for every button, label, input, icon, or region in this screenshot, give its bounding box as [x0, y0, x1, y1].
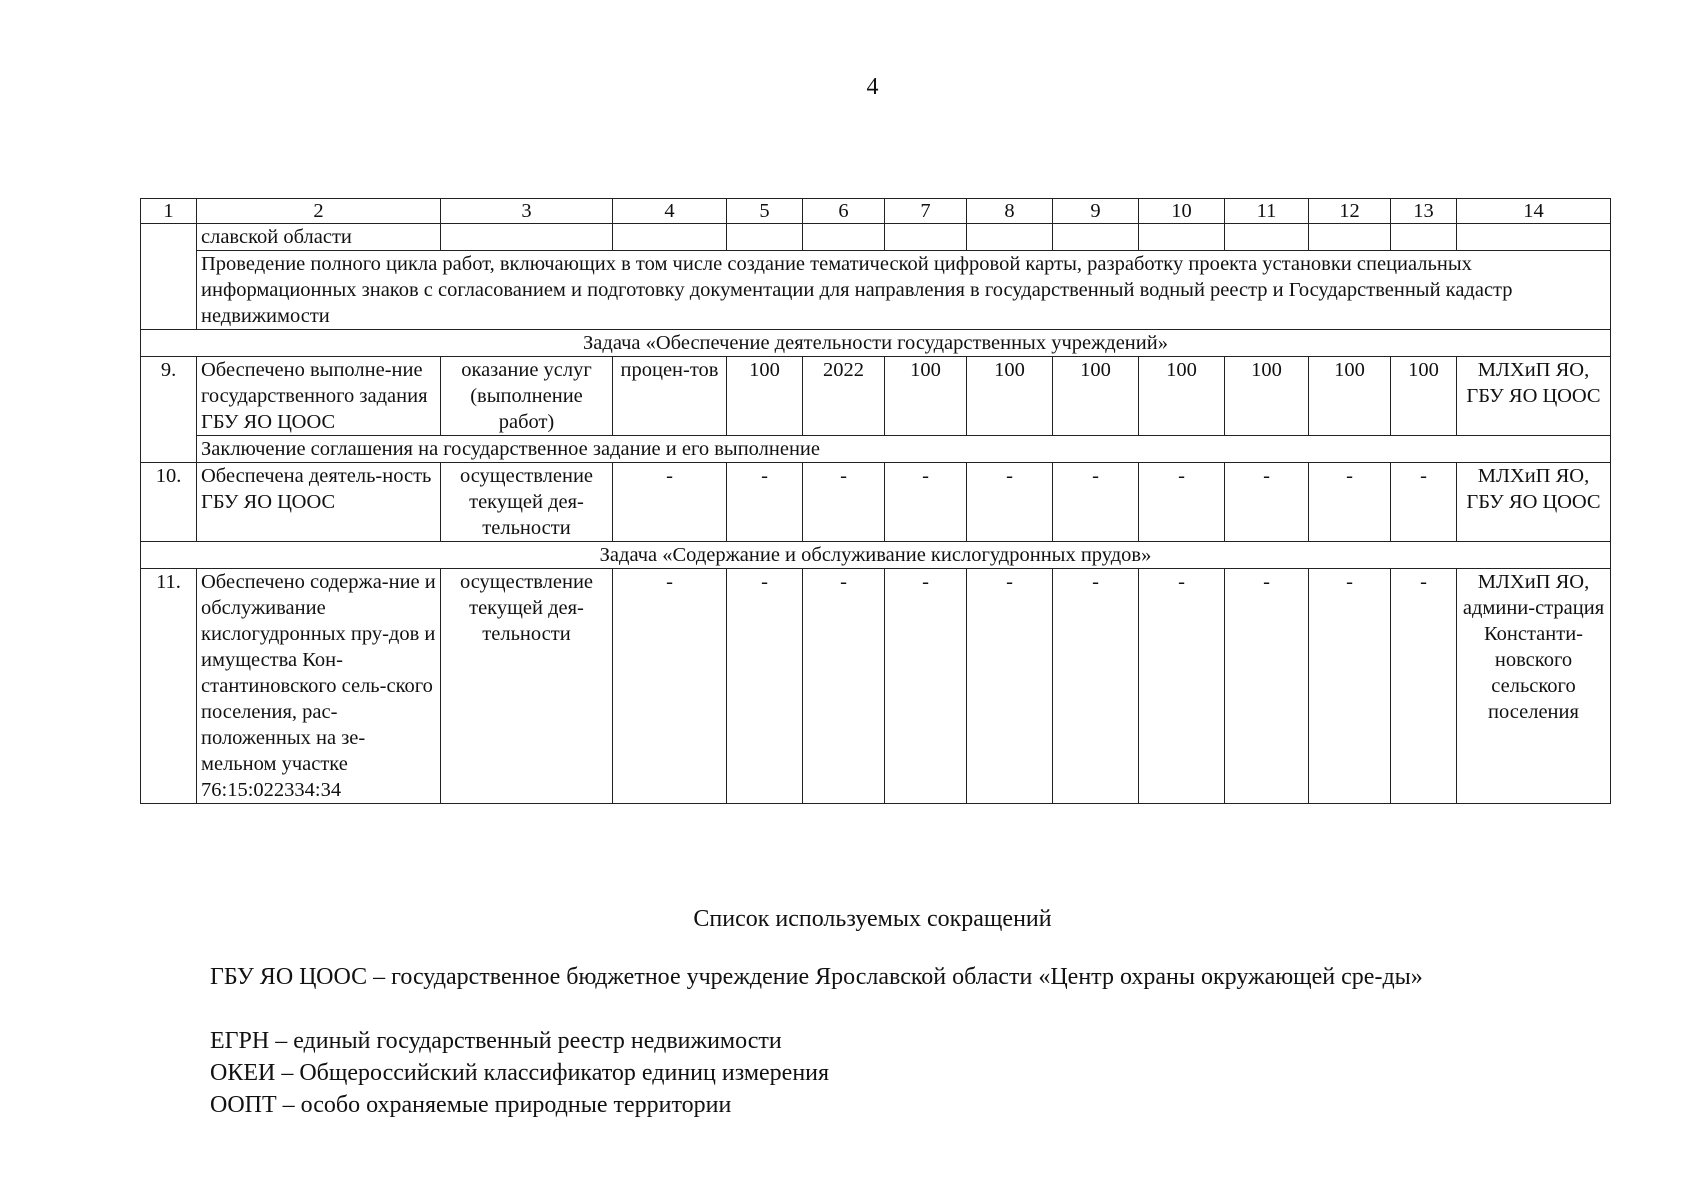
row-executor: МЛХиП ЯО, ГБУ ЯО ЦООС — [1457, 357, 1611, 436]
row-unit: процен-тов — [613, 357, 727, 436]
header-cell: 13 — [1391, 199, 1457, 224]
row-value: - — [803, 569, 885, 804]
abbreviation-item — [140, 962, 1610, 992]
header-cell: 9 — [1053, 199, 1139, 224]
abbreviation-text: ЕГРН – единый государственный реестр недвижимости — [210, 1028, 782, 1054]
row-value: - — [967, 463, 1053, 542]
row-number: 11. — [141, 569, 197, 804]
row-value: 100 — [1053, 357, 1139, 436]
row-value: - — [885, 569, 967, 804]
table-row — [141, 357, 1611, 436]
row-value: - — [1225, 569, 1309, 804]
table-row — [141, 251, 1611, 330]
table-row — [141, 436, 1611, 463]
table-row — [141, 463, 1611, 542]
header-cell: 2 — [197, 199, 441, 224]
row-value: - — [727, 569, 803, 804]
row-executor: МЛХиП ЯО, админи-страция Константи-новского сельского поселения — [1457, 569, 1611, 804]
header-cell: 6 — [803, 199, 885, 224]
header-cell: 8 — [967, 199, 1053, 224]
row-value: - — [613, 569, 727, 804]
abbreviation-text: ОКЕИ – Общероссийский классификатор единиц измерения — [210, 1060, 830, 1086]
row-name-cell: славской области — [197, 224, 441, 251]
row-number-cell — [141, 224, 197, 330]
row-value: - — [1139, 463, 1225, 542]
row-value: - — [613, 463, 727, 542]
row-value: 2022 — [803, 357, 885, 436]
row-name: Обеспечено содержа-ние и обслуживание кислогудронных пру-дов и имущества Кон-стантиновского сель-ского поселения, рас-положенных на зе-мельном участке 76:15:022334:34 — [197, 569, 441, 804]
abbreviation-item — [140, 1058, 1610, 1088]
row-value: - — [1139, 569, 1225, 804]
row-value: 100 — [967, 357, 1053, 436]
page-number: 4 — [866, 74, 879, 100]
row-executor: МЛХиП ЯО, ГБУ ЯО ЦООС — [1457, 463, 1611, 542]
row-number: 10. — [141, 463, 197, 542]
row-value: - — [1391, 463, 1457, 542]
row-type: осуществление текущей дея-тельности — [441, 463, 613, 542]
row-value: - — [1391, 569, 1457, 804]
abbreviations-title: Список используемых сокращений — [693, 906, 1052, 932]
header-cell: 5 — [727, 199, 803, 224]
row-value: - — [1053, 569, 1139, 804]
table-row — [141, 224, 1611, 251]
row-value: - — [1309, 463, 1391, 542]
row-value: - — [885, 463, 967, 542]
row-note: Проведение полного цикла работ, включающих в том числе создание тематической цифровой карты, разработку проекта установки специальных информационных знаков с согласованием и подготовку документации для направления в государственный водный реестр и Государственный кадастр недвижимости — [197, 251, 1611, 330]
row-type: осуществление текущей дея-тельности — [441, 569, 613, 804]
header-cell: 10 — [1139, 199, 1225, 224]
header-cell: 14 — [1457, 199, 1611, 224]
row-value: 100 — [1139, 357, 1225, 436]
row-value: 100 — [1225, 357, 1309, 436]
header-cell: 11 — [1225, 199, 1309, 224]
row-value: 100 — [885, 357, 967, 436]
abbreviation-item — [140, 1026, 1610, 1056]
row-value: - — [967, 569, 1053, 804]
row-value: - — [727, 463, 803, 542]
header-cell: 4 — [613, 199, 727, 224]
row-number: 9. — [141, 357, 197, 463]
abbreviation-item — [140, 1090, 1610, 1120]
header-cell: 7 — [885, 199, 967, 224]
row-name: Обеспечена деятель-ность ГБУ ЯО ЦООС — [197, 463, 441, 542]
header-cell: 3 — [441, 199, 613, 224]
row-value: 100 — [1309, 357, 1391, 436]
abbreviation-text: ГБУ ЯО ЦООС – государственное бюджетное учреждение Ярославской области «Центр охраны окружающей сре-ды» — [210, 964, 1423, 990]
header-cell: 12 — [1309, 199, 1391, 224]
row-value: - — [803, 463, 885, 542]
abbreviation-text: ООПТ – особо охраняемые природные территории — [210, 1092, 732, 1118]
row-name: Обеспечено выполне-ние государственного задания ГБУ ЯО ЦООС — [197, 357, 441, 436]
plan-table — [140, 198, 1611, 804]
task-row — [141, 542, 1611, 569]
table-header-row — [141, 199, 1611, 224]
row-value: - — [1225, 463, 1309, 542]
row-value: - — [1309, 569, 1391, 804]
task-heading: Задача «Содержание и обслуживание кислогудронных прудов» — [141, 542, 1611, 569]
task-row — [141, 330, 1611, 357]
task-heading: Задача «Обеспечение деятельности государственных учреждений» — [141, 330, 1611, 357]
table-row — [141, 569, 1611, 804]
row-type: оказание услуг (выполнение работ) — [441, 357, 613, 436]
row-note: Заключение соглашения на государственное задание и его выполнение — [197, 436, 1611, 463]
row-value: 100 — [1391, 357, 1457, 436]
header-cell: 1 — [141, 199, 197, 224]
row-value: - — [1053, 463, 1139, 542]
row-value: 100 — [727, 357, 803, 436]
